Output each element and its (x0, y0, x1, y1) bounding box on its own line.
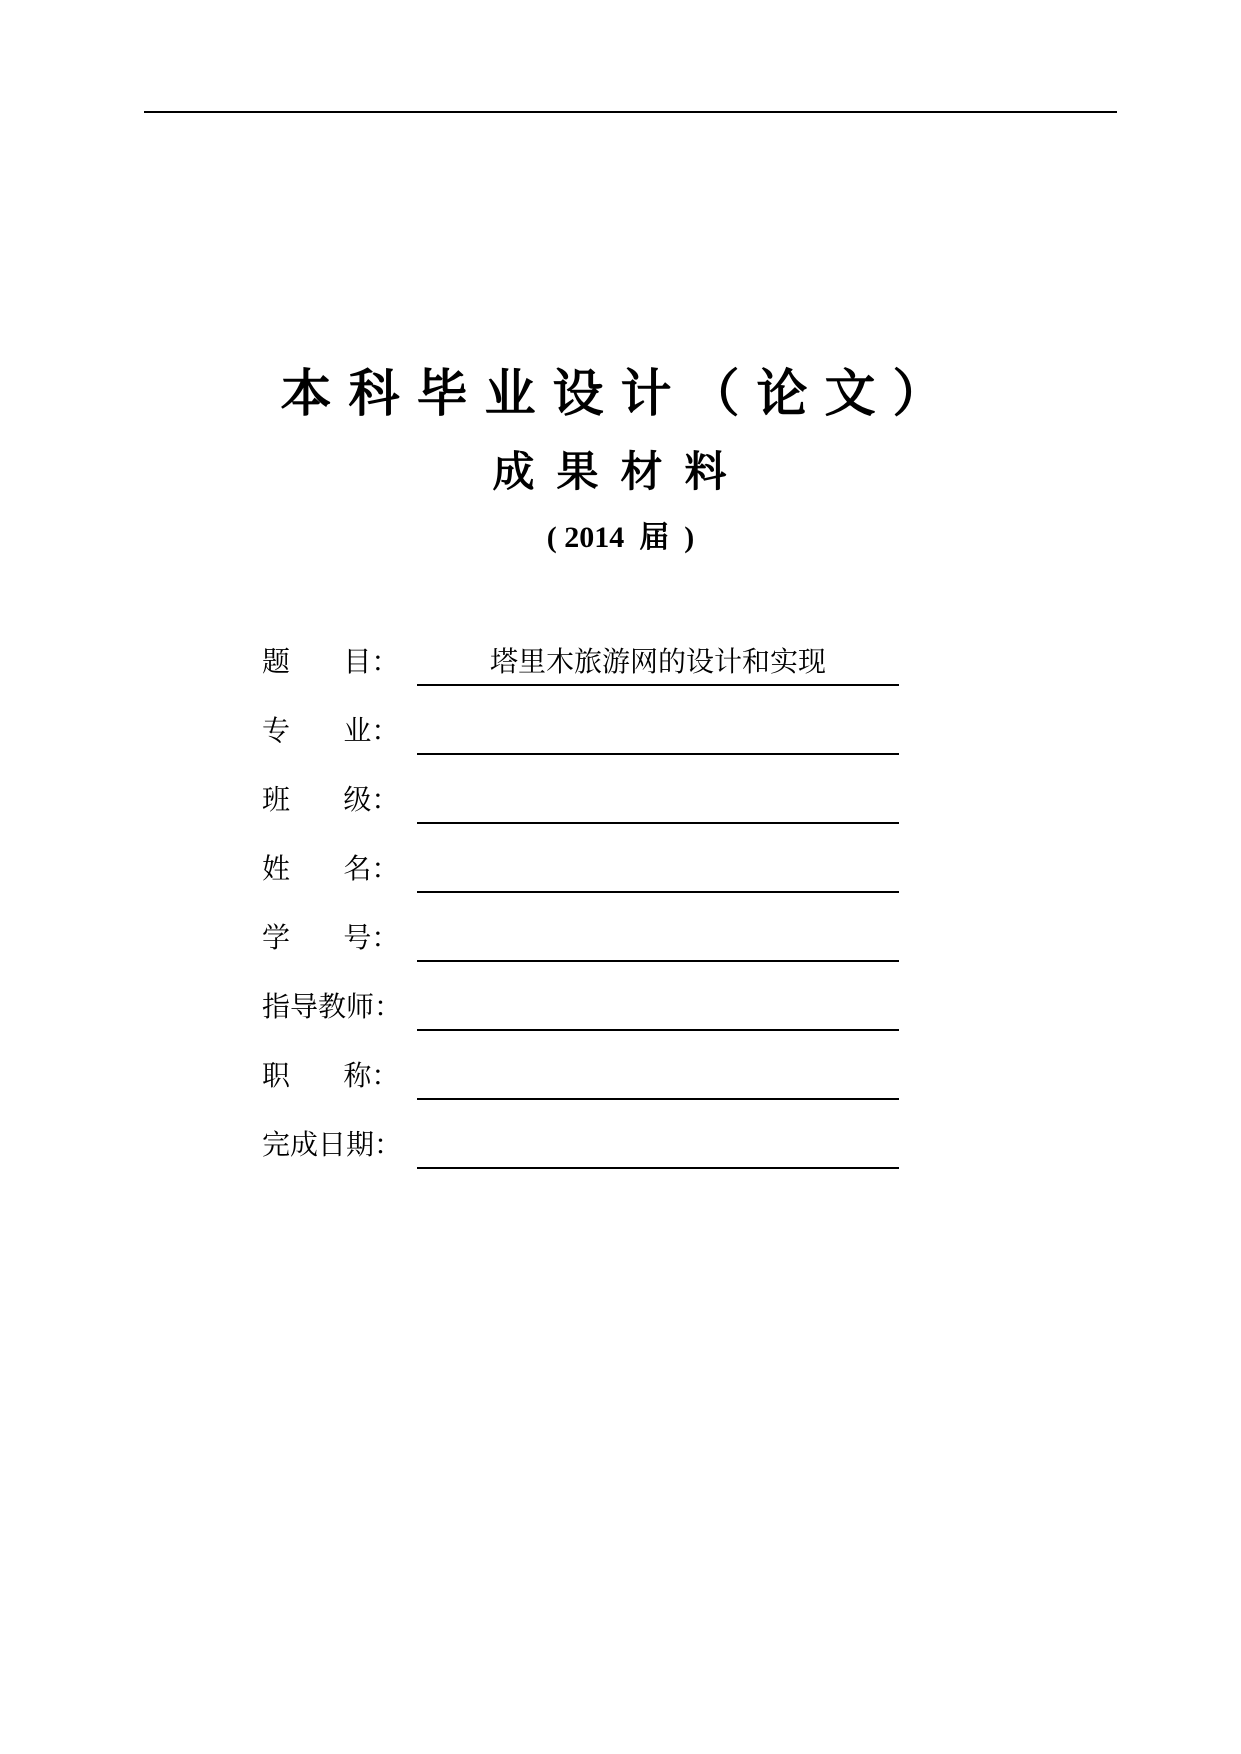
field-label-class: 班 级： (262, 783, 400, 816)
field-underline (417, 891, 899, 893)
graduation-year: ( 2014 届 ) (546, 521, 695, 554)
field-label-advisor: 指导教师： (262, 990, 403, 1023)
field-underline (417, 753, 899, 755)
field-row-advisor (262, 985, 902, 1031)
field-row-class (262, 778, 902, 824)
field-underline (417, 960, 899, 962)
field-underline (417, 1029, 899, 1031)
field-row-completion-date (262, 1123, 902, 1169)
document-subtitle: 成果材料 (492, 447, 749, 496)
field-label-student-id: 学 号： (262, 921, 400, 954)
field-underline (417, 1167, 899, 1169)
field-row-major (262, 709, 902, 755)
field-row-rank (262, 1054, 902, 1100)
field-underline (417, 684, 899, 686)
field-label-title: 题 目： (262, 645, 400, 678)
field-row-student-id (262, 916, 902, 962)
field-row-name (262, 847, 902, 893)
field-underline (417, 1098, 899, 1100)
field-value-title: 塔里木旅游网的设计和实现 (489, 645, 826, 678)
field-underline (417, 822, 899, 824)
field-label-name: 姓 名： (262, 852, 400, 885)
document-title: 本科毕业设计（论文） (280, 365, 961, 424)
field-row-title (262, 640, 902, 686)
field-label-rank: 职 称： (262, 1059, 400, 1092)
field-label-major: 专 业： (262, 714, 400, 747)
header-rule (144, 111, 1117, 113)
field-label-completion-date: 完成日期： (262, 1128, 403, 1161)
